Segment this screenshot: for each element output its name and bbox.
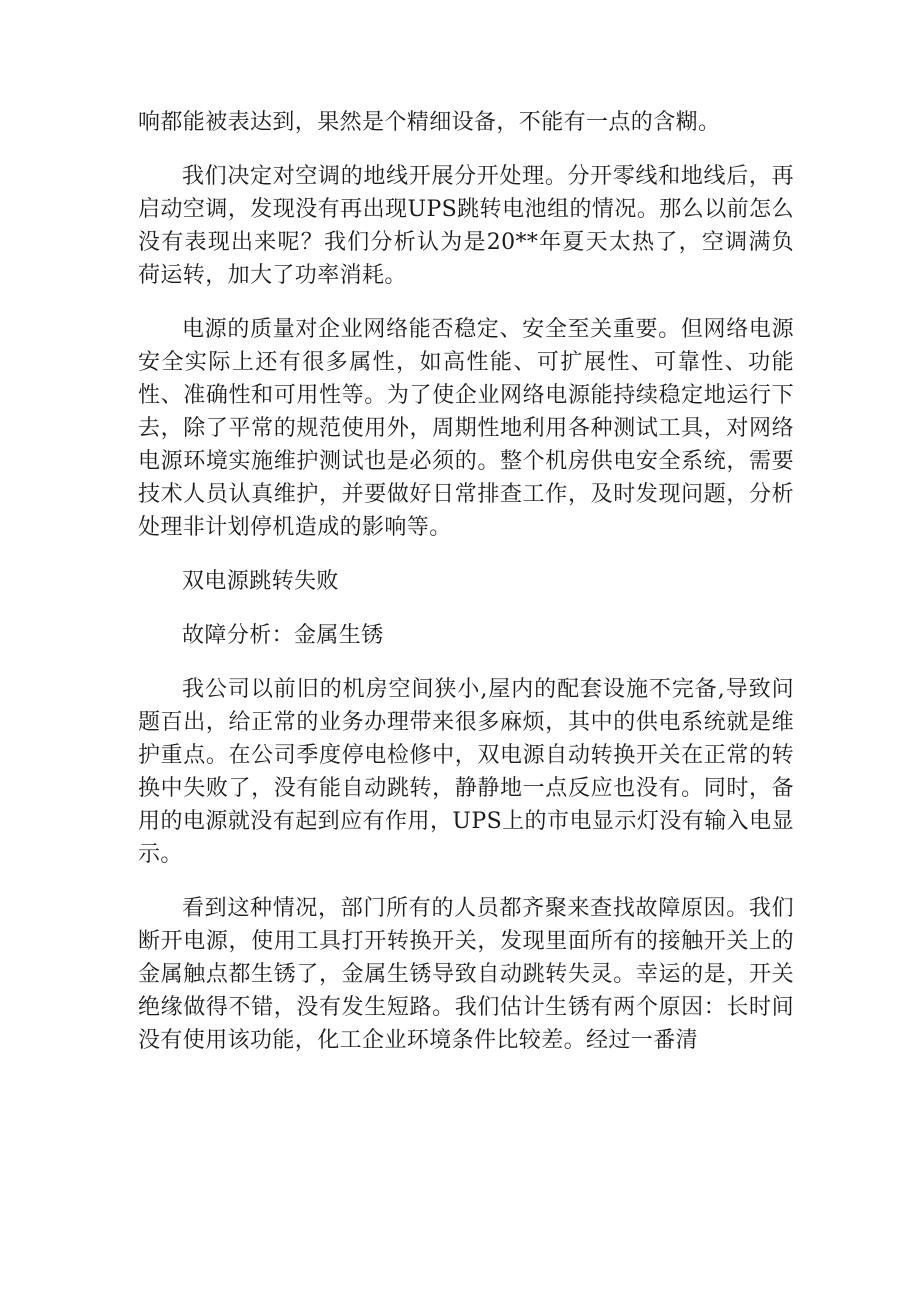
section-heading-dual-power: 双电源跳转失败: [182, 569, 339, 594]
paragraph-continuation: 响都能被表达到，果然是个精细设备，不能有一点的含糊。: [138, 110, 721, 135]
document-body: [138, 106, 794, 1078]
section-heading-fault-analysis: 故障分析：金属生锈: [182, 623, 384, 648]
paragraph-power-quality: 电源的质量对企业网络能否稳定、安全至关重要。但网络电源安全实际上还有很多属性，如高性能、可扩展性、可靠性、功能性、准确性和可用性等。为了使企业网络电源能持续稳定地运行下去，除了平常的规范使用外，周期性地利用各种测试工具，对网络电源环境实施维护测试也是必须的。整个机房供电安全系统，需要技术人员认真维护，并要做好日常排查工作，及时发现问题，分析处理非计划停机造成的影响等。: [138, 317, 794, 540]
paragraph-ground-wire: 我们决定对空调的地线开展分开处理。分开零线和地线后，再启动空调，发现没有再出现UPS跳转电池组的情况。那么以前怎么没有表现出来呢？我们分析认为是20**年夏天太热了，空调满负荷运转，加大了功率消耗。: [138, 164, 794, 288]
paragraph-old-machine-room: 我公司以前旧的机房空间狭小,屋内的配套设施不完备,导致问题百出，给正常的业务办理带来很多麻烦，其中的供电系统就是维护重点。在公司季度停电检修中，双电源自动转换开关在正常的转换中失败了，没有能自动跳转，静静地一点反应也没有。同时，备用的电源就没有起到应有作用，UPS上的市电显示灯没有输入电显示。: [138, 677, 794, 867]
paragraph-rust-investigation: 看到这种情况，部门所有的人员都齐聚来查找故障原因。我们断开电源，使用工具打开转换开关，发现里面所有的接触开关上的金属触点都生锈了，金属生锈导致自动跳转失灵。幸运的是，开关绝缘做得不错，没有发生短路。我们估计生锈有两个原因：长时间没有使用该功能，化工企业环境条件比较差。经过一番清: [138, 896, 794, 1053]
